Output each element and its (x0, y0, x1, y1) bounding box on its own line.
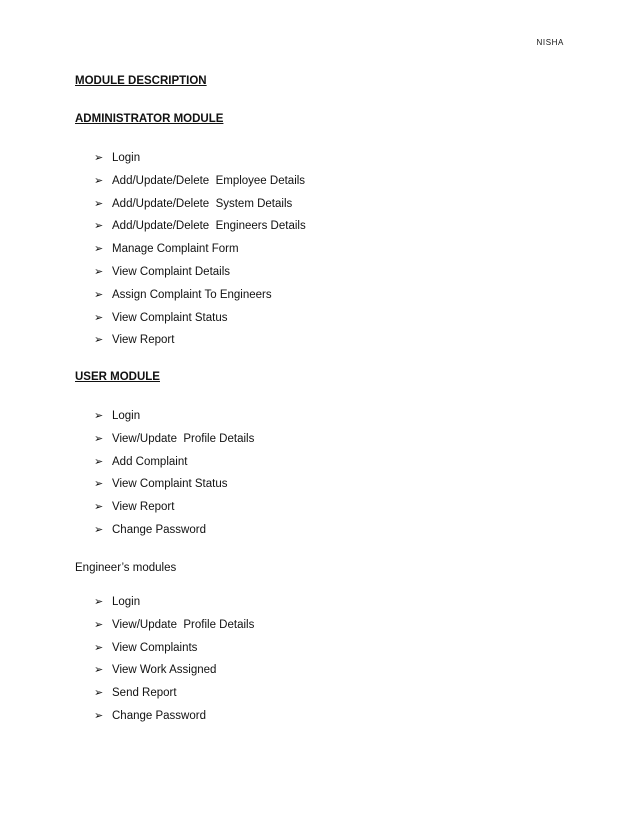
arrowhead-bullet-icon: ➢ (94, 523, 104, 536)
arrowhead-bullet-icon: ➢ (94, 265, 104, 278)
arrowhead-bullet-icon: ➢ (94, 197, 104, 210)
arrowhead-bullet-icon: ➢ (94, 220, 104, 233)
list-item (94, 523, 254, 546)
list-item (94, 197, 306, 220)
list-item-label: View Complaints (112, 641, 198, 654)
list-item (94, 618, 254, 641)
administrator-module-list (94, 151, 306, 356)
arrowhead-bullet-icon: ➢ (94, 288, 104, 301)
list-item-label: Add/Update/Delete Employee Details (112, 174, 306, 187)
list-item-label: View/Update Profile Details (112, 432, 255, 445)
header-author-name: NISHA (536, 38, 564, 47)
arrowhead-bullet-icon: ➢ (94, 174, 104, 187)
list-item-label: View Report (112, 501, 175, 514)
arrowhead-bullet-icon: ➢ (94, 410, 104, 422)
list-item-label: Add/Update/Delete System Details (112, 197, 293, 210)
list-item (94, 219, 306, 242)
arrowhead-bullet-icon: ➢ (94, 311, 104, 324)
list-item-label: Send Report (112, 687, 177, 700)
list-item-label: View Complaint Status (112, 478, 228, 491)
list-item (94, 174, 306, 197)
list-item (94, 151, 306, 174)
section-heading-user: USER MODULE (75, 371, 160, 383)
section-heading-administrator: ADMINISTRATOR MODULE (75, 113, 224, 125)
arrowhead-bullet-icon: ➢ (94, 618, 104, 631)
arrowhead-bullet-icon: ➢ (94, 243, 104, 256)
list-item-label: View Report (112, 334, 175, 347)
list-item (94, 311, 306, 334)
list-item-label: Change Password (112, 709, 206, 722)
list-item (94, 709, 254, 732)
list-item (94, 595, 254, 618)
list-item-label: Change Password (112, 523, 206, 536)
list-item (94, 432, 254, 455)
list-item (94, 641, 254, 664)
arrowhead-bullet-icon: ➢ (94, 501, 104, 514)
list-item (94, 333, 306, 356)
list-item (94, 500, 254, 523)
arrowhead-bullet-icon: ➢ (94, 478, 104, 491)
list-item (94, 455, 254, 478)
arrowhead-bullet-icon: ➢ (94, 664, 104, 677)
arrowhead-bullet-icon: ➢ (94, 432, 104, 445)
arrowhead-bullet-icon: ➢ (94, 687, 104, 700)
list-item-label: Assign Complaint To Engineers (112, 288, 272, 301)
list-item-label: View Complaint Status (112, 311, 228, 324)
list-item (94, 265, 306, 288)
list-item-label: Add Complaint (112, 455, 188, 468)
list-item-label: View Complaint Details (112, 265, 231, 278)
list-item-label: Login (112, 152, 141, 164)
list-item-label: View/Update Profile Details (112, 618, 255, 631)
arrowhead-bullet-icon: ➢ (94, 596, 104, 608)
engineer-module-list (94, 595, 254, 732)
list-item (94, 686, 254, 709)
arrowhead-bullet-icon: ➢ (94, 709, 104, 722)
section-heading-engineer: Engineer’s modules (75, 562, 177, 574)
arrowhead-bullet-icon: ➢ (94, 455, 104, 468)
list-item-label: Add/Update/Delete Engineers Details (112, 220, 306, 233)
list-item-label: View Work Assigned (112, 664, 217, 677)
arrowhead-bullet-icon: ➢ (94, 641, 104, 654)
list-item (94, 242, 306, 265)
list-item-label: Login (112, 596, 141, 608)
list-item (94, 477, 254, 500)
list-item (94, 288, 306, 311)
user-module-list (94, 409, 254, 546)
list-item-label: Login (112, 410, 141, 422)
document-title: MODULE DESCRIPTION (75, 75, 207, 87)
list-item (94, 409, 254, 432)
list-item-label: Manage Complaint Form (112, 243, 239, 256)
list-item (94, 663, 254, 686)
arrowhead-bullet-icon: ➢ (94, 334, 104, 347)
arrowhead-bullet-icon: ➢ (94, 152, 104, 164)
